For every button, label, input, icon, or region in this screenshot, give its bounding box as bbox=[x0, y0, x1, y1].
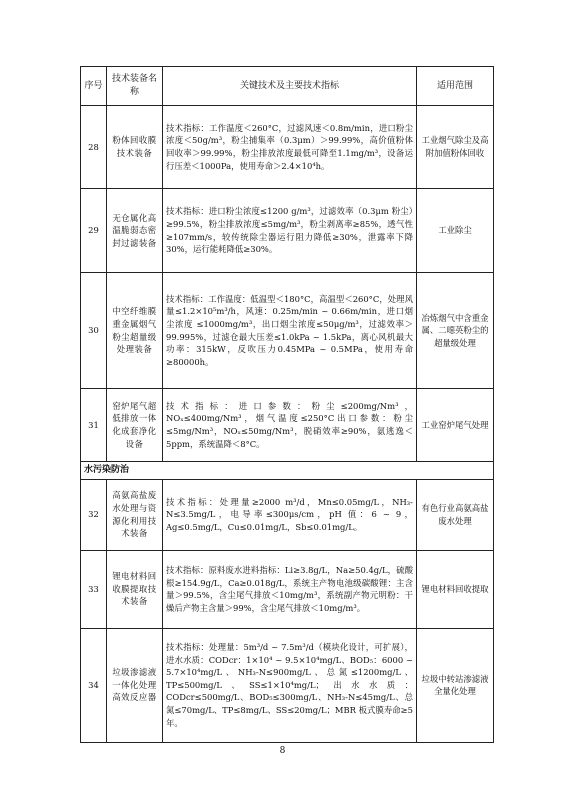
equipment-name: 窑炉尾气超低排放一体化成套净化设备 bbox=[107, 389, 163, 462]
technical-indicators: 技术指标：工作温度：低温型＜180°C，高温型＜260°C，处理风量≤1.2×10⁵m³/h，风速：0.25m/min ~ 0.66m/min，进口烟尘浓度 ≤1000mg/m³，出口烟尘浓度≤50μg/m³，过滤效率＞99.995%，过滤仓最大压差≤1.0kPa ~ 1.5kPa，离心风机最大功率：315kW，反吹压力0.45MPa ~ 0.5MPa，使用寿命≥80000h。 bbox=[163, 273, 417, 389]
technical-indicators: 技术指标：处理量≥2000 m³/d，Mn≤0.05mg/L，NH₃-N≤3.5mg/L，电导率≤300μs/cm，pH 值：6 ~ 9，Ag≤0.5mg/L，Cu≤0.01mg/L，Sb≤0.01mg/L。 bbox=[163, 479, 417, 550]
table-row bbox=[81, 550, 494, 628]
technical-indicators: 技术指标：原料废水进料指标：Li≥3.8g/L，Na≥50.4g/L，硫酸根≥154.9g/L，Ca≥0.018g/L，系统主产物电池级碳酸锂：主含量＞99.5%，含尘尾气排放＜10mg/m³，系统副产物元明粉：干燥后产物主含量＞99%，含尘尾气排放＜10mg/m³。 bbox=[163, 550, 417, 628]
technical-indicators: 技术指标：处理量：5m³/d ~ 7.5m³/d（模块化设计，可扩展），进水水质：CODcr：1×10⁴ ~ 9.5×10⁴mg/L、BOD₅：6000 ~ 5.7×10⁴mg/L、NH₃-N≤900mg/L、总氮≤1200mg/L、TP≤500mg/L、SS≤1×10⁴mg/L；出水水质：CODcr≤500mg/L、BOD₅≤300mg/L、NH₃-N≤45mg/L、总氮≤70mg/L、TP≤8mg/L、SS≤20mg/L；MBR 板式膜寿命≥5 年。 bbox=[163, 628, 417, 742]
table-row bbox=[81, 628, 494, 742]
table-row bbox=[81, 273, 494, 389]
application-scope: 锂电材料回收提取 bbox=[417, 550, 494, 628]
row-number: 33 bbox=[81, 550, 107, 628]
technology-equipment-table bbox=[80, 66, 494, 743]
application-scope: 有色行业高氨高盐废水处理 bbox=[417, 479, 494, 550]
technical-indicators: 技术指标：进口粉尘浓度≤1200 g/m³，过滤效率（0.3μm 粉尘）≥99.5%，粉尘排放浓度≤5mg/m³，粉尘剥离率≥85%，透气性≥107mm/s，较传统除尘器运行阻力降低≥30%，泄露率下降30%，运行能耗降低≥30%。 bbox=[163, 189, 417, 273]
technical-indicators: 技术指标：进口参数：粉尘≤200mg/Nm³，NOₓ≤400mg/Nm³，烟气温度≤250°C出口参数：粉尘≤5mg/Nm³，NOₓ≤50mg/Nm³，脱硝效率≥90%，氨逃逸＜5ppm，系统温降＜8°C。 bbox=[163, 389, 417, 462]
row-number: 28 bbox=[81, 106, 107, 189]
application-scope: 冶炼烟气中含重金属、二噁英粉尘的超量级处理 bbox=[417, 273, 494, 389]
page-number: 8 bbox=[279, 746, 286, 756]
header-scope: 适用范围 bbox=[417, 67, 494, 106]
table-row bbox=[81, 106, 494, 189]
table-header-row bbox=[81, 67, 494, 106]
row-number: 29 bbox=[81, 189, 107, 273]
table-row bbox=[81, 479, 494, 550]
application-scope: 工业窑炉尾气处理 bbox=[417, 389, 494, 462]
equipment-name: 中空纤维膜重金属烟气粉尘超量级处理装备 bbox=[107, 273, 163, 389]
equipment-name: 粉体回收膜技术装备 bbox=[107, 106, 163, 189]
row-number: 32 bbox=[81, 479, 107, 550]
table-row bbox=[81, 389, 494, 462]
equipment-name: 无仓属化高温脆弱态密封过滤装备 bbox=[107, 189, 163, 273]
application-scope: 垃圾中转站渗滤液全量化处理 bbox=[417, 628, 494, 742]
table-row bbox=[81, 189, 494, 273]
equipment-name: 垃圾渗滤液一体化处理高效反应器 bbox=[107, 628, 163, 742]
section-title: 水污染防治 bbox=[81, 462, 494, 480]
application-scope: 工业除尘 bbox=[417, 189, 494, 273]
technical-indicators: 技术指标：工作温度＜260°C，过滤风速＜0.8m/min，进口粉尘浓度＜50g/m³，粉尘捕集率（0.3μm）＞99.99%，高价值粉体回收率＞99.99%，粉尘排放浓度最低可降至1.1mg/m³，设备运行压差＜1000Pa，使用寿命＞2.4×10⁴h。 bbox=[163, 106, 417, 189]
equipment-name: 锂电材料回收膜提取技术装备 bbox=[107, 550, 163, 628]
application-scope: 工业烟气除尘及高附加值粉体回收 bbox=[417, 106, 494, 189]
section-row bbox=[81, 462, 494, 480]
row-number: 31 bbox=[81, 389, 107, 462]
row-number: 30 bbox=[81, 273, 107, 389]
header-spec: 关键技术及主要技术指标 bbox=[163, 67, 417, 106]
row-number: 34 bbox=[81, 628, 107, 742]
equipment-name: 高氨高盐废水处理与资源化利用技术装备 bbox=[107, 479, 163, 550]
header-no: 序号 bbox=[81, 67, 107, 106]
header-name: 技术装备名称 bbox=[107, 67, 163, 106]
